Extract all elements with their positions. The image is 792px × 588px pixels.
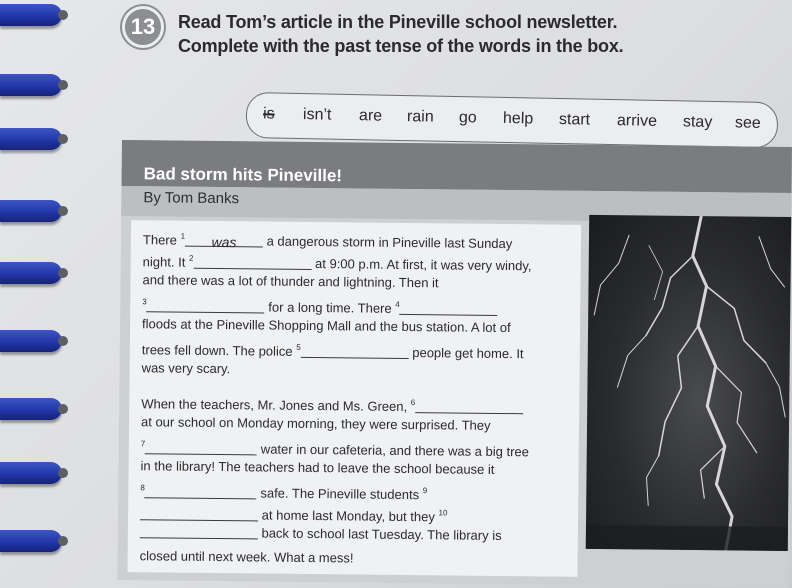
text-fragment: back to school last Tuesday. The library is — [261, 525, 502, 543]
article-line-7: was very scary. — [141, 360, 231, 377]
exercise-number: 13 — [122, 6, 164, 48]
gap-number: 8 — [140, 483, 145, 493]
text-fragment: night. It — [142, 254, 186, 270]
text-fragment: a dangerous storm in Pineville last Sunday — [266, 233, 513, 252]
article-line-9: at our school on Monday morning, they were surprised. They — [140, 414, 491, 433]
article-line-1 — [143, 228, 513, 252]
binding-coil — [0, 262, 62, 284]
text-fragment: at 9:00 p.m. At first, it was very windy, — [314, 256, 532, 274]
text-fragment: people get home. It — [412, 345, 524, 362]
spiral-binding — [0, 0, 70, 588]
answer-gap[interactable] — [145, 441, 257, 455]
answer-gap[interactable] — [301, 345, 409, 359]
binding-coil — [0, 330, 62, 352]
text-fragment: trees fell down. The police — [141, 342, 293, 359]
text-fragment: There — [142, 232, 178, 248]
instruction-line-1: Read Tom’s article in the Pineville school newsletter. — [178, 12, 618, 32]
word-box-word: stay — [682, 113, 713, 131]
answer-gap[interactable] — [400, 302, 498, 316]
article-line-10 — [141, 436, 529, 460]
word-box-word: is — [262, 105, 275, 123]
article-line-8 — [141, 392, 523, 416]
answer-gap[interactable] — [140, 507, 258, 521]
answer-gap[interactable] — [185, 233, 263, 251]
word-box-word: arrive — [616, 112, 658, 130]
word-box-word: see — [734, 114, 761, 132]
article-line-3: and there was a lot of thunder and lightning. Then it — [142, 272, 439, 291]
article-byline: By Tom Banks — [143, 189, 240, 208]
word-box-word: isn’t — [302, 106, 332, 124]
article-line-12 — [140, 480, 427, 503]
word-box — [246, 92, 779, 148]
binding-coil — [0, 128, 62, 150]
newsletter-article — [117, 140, 792, 587]
gap-number: 5 — [296, 342, 301, 352]
gap-number: 4 — [395, 299, 400, 309]
article-line-15: closed until next week. What a mess! — [139, 548, 354, 566]
article-line-11: in the library! The teachers had to leave the school because it — [140, 458, 495, 477]
lightning-photo — [586, 215, 791, 551]
binding-coil — [0, 74, 62, 96]
binding-coil — [0, 530, 62, 552]
text-fragment: safe. The Pineville students — [260, 485, 420, 503]
answer-gap[interactable] — [140, 525, 258, 539]
gap-number: 6 — [410, 398, 416, 408]
text-fragment: When the teachers, Mr. Jones and Ms. Green, — [141, 396, 408, 415]
gap-number: 3 — [142, 297, 147, 307]
binding-coil — [0, 398, 62, 420]
answer-gap[interactable] — [415, 400, 523, 414]
article-line-4 — [142, 294, 498, 318]
answer-gap[interactable] — [145, 485, 257, 499]
text-fragment: water in our cafeteria, and there was a big tree — [260, 441, 530, 460]
gap-number: 1 — [180, 231, 186, 241]
binding-coil — [0, 4, 62, 26]
gap-number: 10 — [438, 508, 448, 518]
text-fragment: at home last Monday, but they — [261, 507, 435, 525]
word-box-word: help — [502, 109, 534, 128]
handwritten-answer: was — [211, 233, 237, 251]
binding-coil — [0, 200, 62, 222]
word-box-word: start — [558, 111, 591, 129]
gap-number: 9 — [422, 486, 428, 496]
word-box-word: rain — [406, 108, 434, 126]
article-line-13 — [140, 502, 448, 525]
gap-number: 2 — [188, 253, 194, 263]
article-line-6 — [142, 338, 524, 362]
article-headline: Bad storm hits Pineville! — [143, 164, 343, 186]
article-line-5: floods at the Pineville Shopping Mall and the bus station. A lot of — [141, 316, 511, 336]
word-box-word: are — [358, 107, 383, 125]
gap-number: 7 — [140, 439, 146, 449]
instruction-line-2: Complete with the past tense of the words in the box. — [178, 36, 624, 56]
word-box-word: go — [458, 109, 477, 127]
text-fragment: for a long time. There — [268, 299, 392, 316]
binding-coil — [0, 462, 62, 484]
answer-gap[interactable] — [147, 299, 265, 313]
article-line-2 — [143, 250, 532, 274]
lightning-bolt-image — [586, 215, 791, 551]
answer-gap[interactable] — [193, 256, 311, 270]
